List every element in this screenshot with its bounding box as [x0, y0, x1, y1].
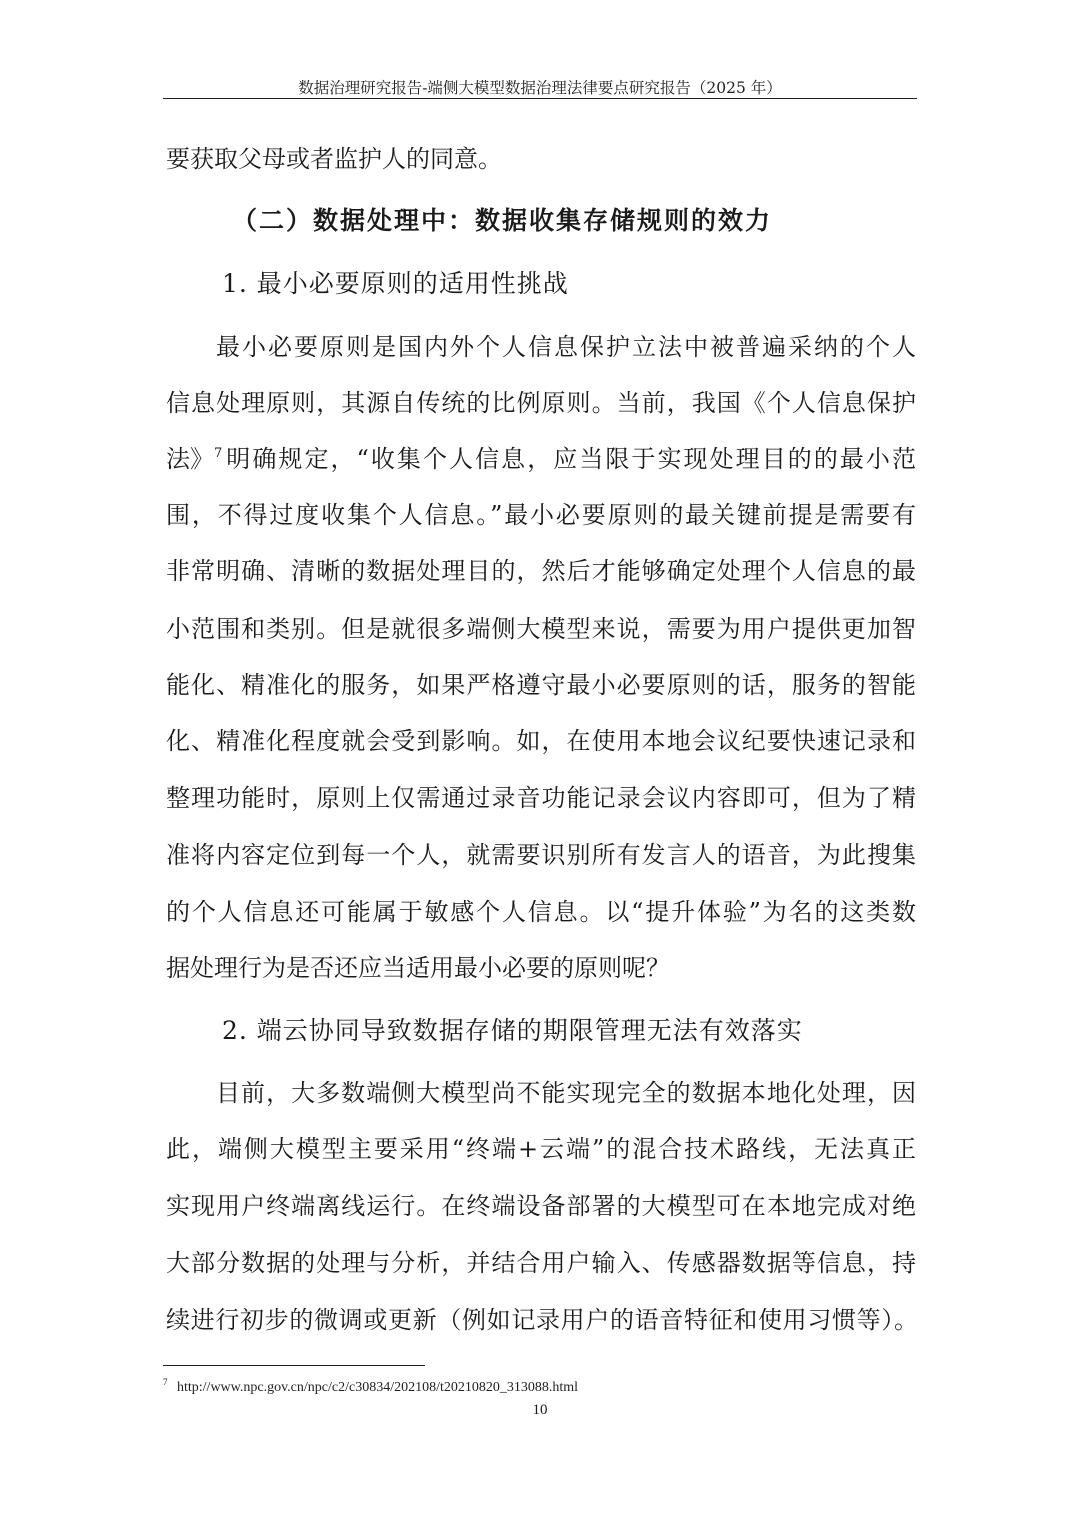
- paragraph-line: 实现用户终端离线运行。在终端设备部署的大模型可在本地完成对绝: [166, 1192, 916, 1220]
- footnote-number: 7: [163, 1377, 168, 1387]
- paragraph-line: 据处理行为是否还应当适用最小必要的原则呢？: [166, 954, 670, 982]
- paragraph-line-with-footnote: [166, 444, 916, 474]
- paragraph-line: 准将内容定位到每一个人，就需要识别所有发言人的语音，为此搜集: [166, 841, 916, 869]
- subsection-heading-2: 2. 端云协同导致数据存储的期限管理无法有效落实: [222, 1016, 803, 1045]
- paragraph-line: 目前，大多数端侧大模型尚不能实现完全的数据本地化处理，因: [216, 1079, 916, 1107]
- paragraph-line: 最小必要原则是国内外个人信息保护立法中被普遍采纳的个人: [216, 333, 916, 361]
- paragraph-line: 大部分数据的处理与分析，并结合用户输入、传感器数据等信息，持: [166, 1249, 916, 1277]
- paragraph-text: 明确规定，“收集个人信息，应当限于实现处理目的的最小范: [226, 445, 916, 473]
- header-rule: [163, 98, 917, 99]
- page-number: 10: [532, 1402, 548, 1418]
- paragraph-line: 此，端侧大模型主要采用“终端+云端”的混合技术路线，无法真正: [166, 1135, 916, 1163]
- footnote-context: 法》$^7$: [166, 445, 223, 473]
- paragraph-line: 能化、精准化的服务，如果严格遵守最小必要原则的话，服务的智能: [166, 671, 916, 699]
- subsection-heading-1: 1. 最小必要原则的适用性挑战: [222, 269, 569, 298]
- lead-line: 要获取父母或者监护人的同意。: [166, 145, 502, 173]
- paragraph-line: 的个人信息还可能属于敏感个人信息。以“提升体验”为名的这类数: [166, 898, 916, 926]
- running-header: 数据治理研究报告-端侧大模型数据治理法律要点研究报告（2025 年）: [298, 79, 782, 97]
- paragraph-line: 化、精准化程度就会受到影响。如，在使用本地会议纪要快速记录和: [166, 727, 916, 755]
- paragraph-line: 围，不得过度收集个人信息。”最小必要原则的最关键前提是需要有: [166, 501, 916, 529]
- paragraph-line: 信息处理原则，其源自传统的比例原则。当前，我国《个人信息保护: [166, 389, 916, 417]
- paragraph-line: 整理功能时，原则上仅需通过录音功能记录会议内容即可，但为了精: [166, 784, 916, 812]
- paragraph-line: 续进行初步的微调或更新（例如记录用户的语音特征和使用习惯等）。: [166, 1306, 918, 1334]
- footnote-ref[interactable]: 7: [214, 446, 223, 461]
- footnote: [163, 1377, 579, 1396]
- footnote-link[interactable]: http://www.npc.gov.cn/npc/c2/c30834/202108/t20210820_313088.html: [177, 1380, 579, 1395]
- paragraph-line: 非常明确、清晰的数据处理目的，然后才能够确定处理个人信息的最: [166, 557, 916, 585]
- footnote-rule: [163, 1365, 425, 1366]
- paragraph-line: 小范围和类别。但是就很多端侧大模型来说，需要为用户提供更加智: [166, 615, 916, 643]
- section-heading: （二）数据处理中：数据收集存储规则的效力: [232, 206, 773, 235]
